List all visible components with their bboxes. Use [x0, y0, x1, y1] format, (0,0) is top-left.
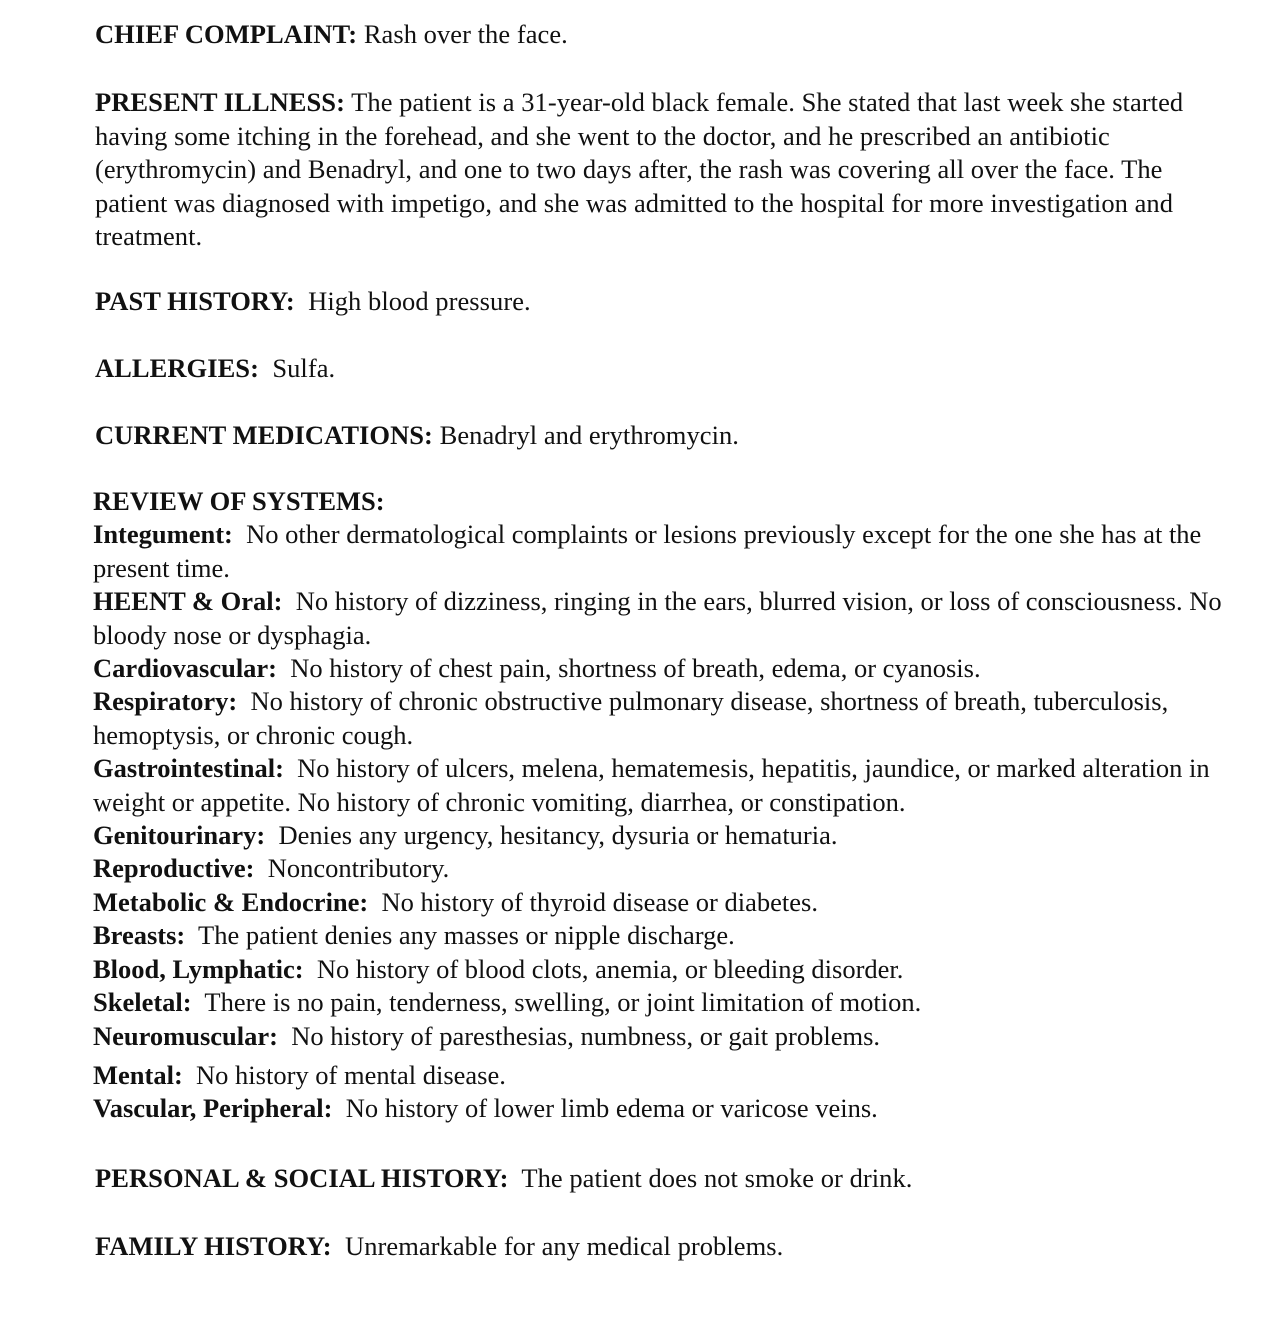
ros-item-label: Breasts:: [93, 920, 186, 951]
current-medications-text: Benadryl and erythromycin.: [439, 420, 739, 450]
ros-item-label: HEENT & Oral:: [93, 586, 283, 617]
ros-item: [93, 685, 1233, 752]
review-of-systems-list: [93, 518, 1233, 1125]
ros-item-label: Neuromuscular:: [93, 1020, 278, 1051]
ros-item-label: Metabolic & Endocrine:: [93, 886, 369, 917]
ros-item: [93, 986, 1233, 1019]
ros-item: [93, 518, 1233, 585]
ros-item: [93, 652, 1233, 685]
allergies-section: [95, 352, 1225, 386]
ros-item-label: Skeletal:: [93, 987, 192, 1018]
ros-item-label: Reproductive:: [93, 853, 255, 884]
family-history-text: Unremarkable for any medical problems.: [345, 1231, 784, 1261]
ros-item: [93, 585, 1233, 652]
ros-item-label: Blood, Lymphatic:: [93, 953, 304, 984]
ros-item-label: Integument:: [93, 519, 233, 550]
ros-item-text: There is no pain, tenderness, swelling, or joint limitation of motion.: [204, 987, 922, 1018]
present-illness-text: The patient is a 31-year-old black female. She stated that last week she started having some itching in the forehead, and she went to the doctor, and he prescribed an antibiotic (erythromycin) and Benadryl, and one to two days after, the rash was covering all over the face. The patient was diagnosed with impetigo, and she was admitted to the hospital for more investigation and treatment.: [95, 87, 1184, 251]
ros-item: [93, 752, 1233, 819]
family-history-label: FAMILY HISTORY:: [95, 1231, 332, 1261]
ros-item-text: Denies any urgency, hesitancy, dysuria or hematuria.: [278, 820, 838, 851]
ros-item-text: No history of lower limb edema or varicose veins.: [345, 1093, 878, 1124]
ros-item-text: No other dermatological complaints or lesions previously except for the one she has at the present time.: [93, 519, 1202, 583]
present-illness-label: PRESENT ILLNESS:: [95, 87, 345, 117]
allergies-label: ALLERGIES:: [95, 353, 259, 383]
ros-item: [93, 886, 1233, 919]
chief-complaint-section: [95, 18, 1225, 52]
ros-item: [93, 852, 1233, 885]
present-illness-section: [95, 86, 1225, 254]
ros-item-text: No history of blood clots, anemia, or bleeding disorder.: [316, 953, 904, 984]
ros-item-label: Genitourinary:: [93, 820, 266, 851]
current-medications-label: CURRENT MEDICATIONS:: [95, 420, 433, 450]
ros-item-text: No history of paresthesias, numbness, or gait problems.: [291, 1020, 881, 1051]
ros-item: [93, 953, 1233, 986]
ros-item-text: No history of dizziness, ringing in the ears, blurred vision, or loss of consciousness. No bloody nose or dysphagia.: [93, 586, 1222, 650]
review-of-systems-title: REVIEW OF SYSTEMS:: [93, 486, 385, 516]
ros-item-label: Mental:: [93, 1059, 183, 1090]
chief-complaint-text: Rash over the face.: [363, 19, 568, 49]
chief-complaint-label: CHIEF COMPLAINT:: [95, 19, 358, 49]
past-history-label: PAST HISTORY:: [95, 286, 295, 316]
allergies-text: Sulfa.: [272, 353, 336, 383]
ros-item-label: Vascular, Peripheral:: [93, 1093, 333, 1124]
ros-item: [93, 1020, 1233, 1053]
ros-item-text: The patient denies any masses or nipple discharge.: [198, 920, 735, 951]
past-history-text: High blood pressure.: [308, 286, 531, 316]
ros-item-text: No history of mental disease.: [196, 1059, 506, 1090]
current-medications-section: [95, 419, 1225, 453]
ros-item-text: No history of thyroid disease or diabetes.: [381, 886, 818, 917]
ros-item-text: No history of chronic obstructive pulmonary disease, shortness of breath, tuberculosis, hemoptysis, or chronic cough.: [93, 686, 1169, 750]
personal-social-history-text: The patient does not smoke or drink.: [521, 1163, 913, 1193]
ros-item-label: Respiratory:: [93, 686, 238, 717]
review-of-systems-section: [93, 485, 1233, 1126]
ros-item: [93, 1092, 1233, 1125]
personal-social-history-label: PERSONAL & SOCIAL HISTORY:: [95, 1163, 509, 1193]
past-history-section: [95, 285, 1225, 319]
family-history-section: [95, 1230, 1225, 1264]
ros-item: [93, 819, 1233, 852]
ros-item: [93, 1059, 1233, 1092]
personal-social-history-section: [95, 1162, 1225, 1196]
ros-item-text: Noncontributory.: [267, 853, 450, 884]
ros-item-label: Cardiovascular:: [93, 653, 278, 684]
ros-item-label: Gastrointestinal:: [93, 753, 284, 784]
ros-item-text: No history of chest pain, shortness of breath, edema, or cyanosis.: [290, 653, 981, 684]
ros-item: [93, 919, 1233, 952]
ros-item-text: No history of ulcers, melena, hematemesis, hepatitis, jaundice, or marked alteration in weight or appetite. No history of chronic vomiting, diarrhea, or constipation.: [93, 753, 1210, 817]
